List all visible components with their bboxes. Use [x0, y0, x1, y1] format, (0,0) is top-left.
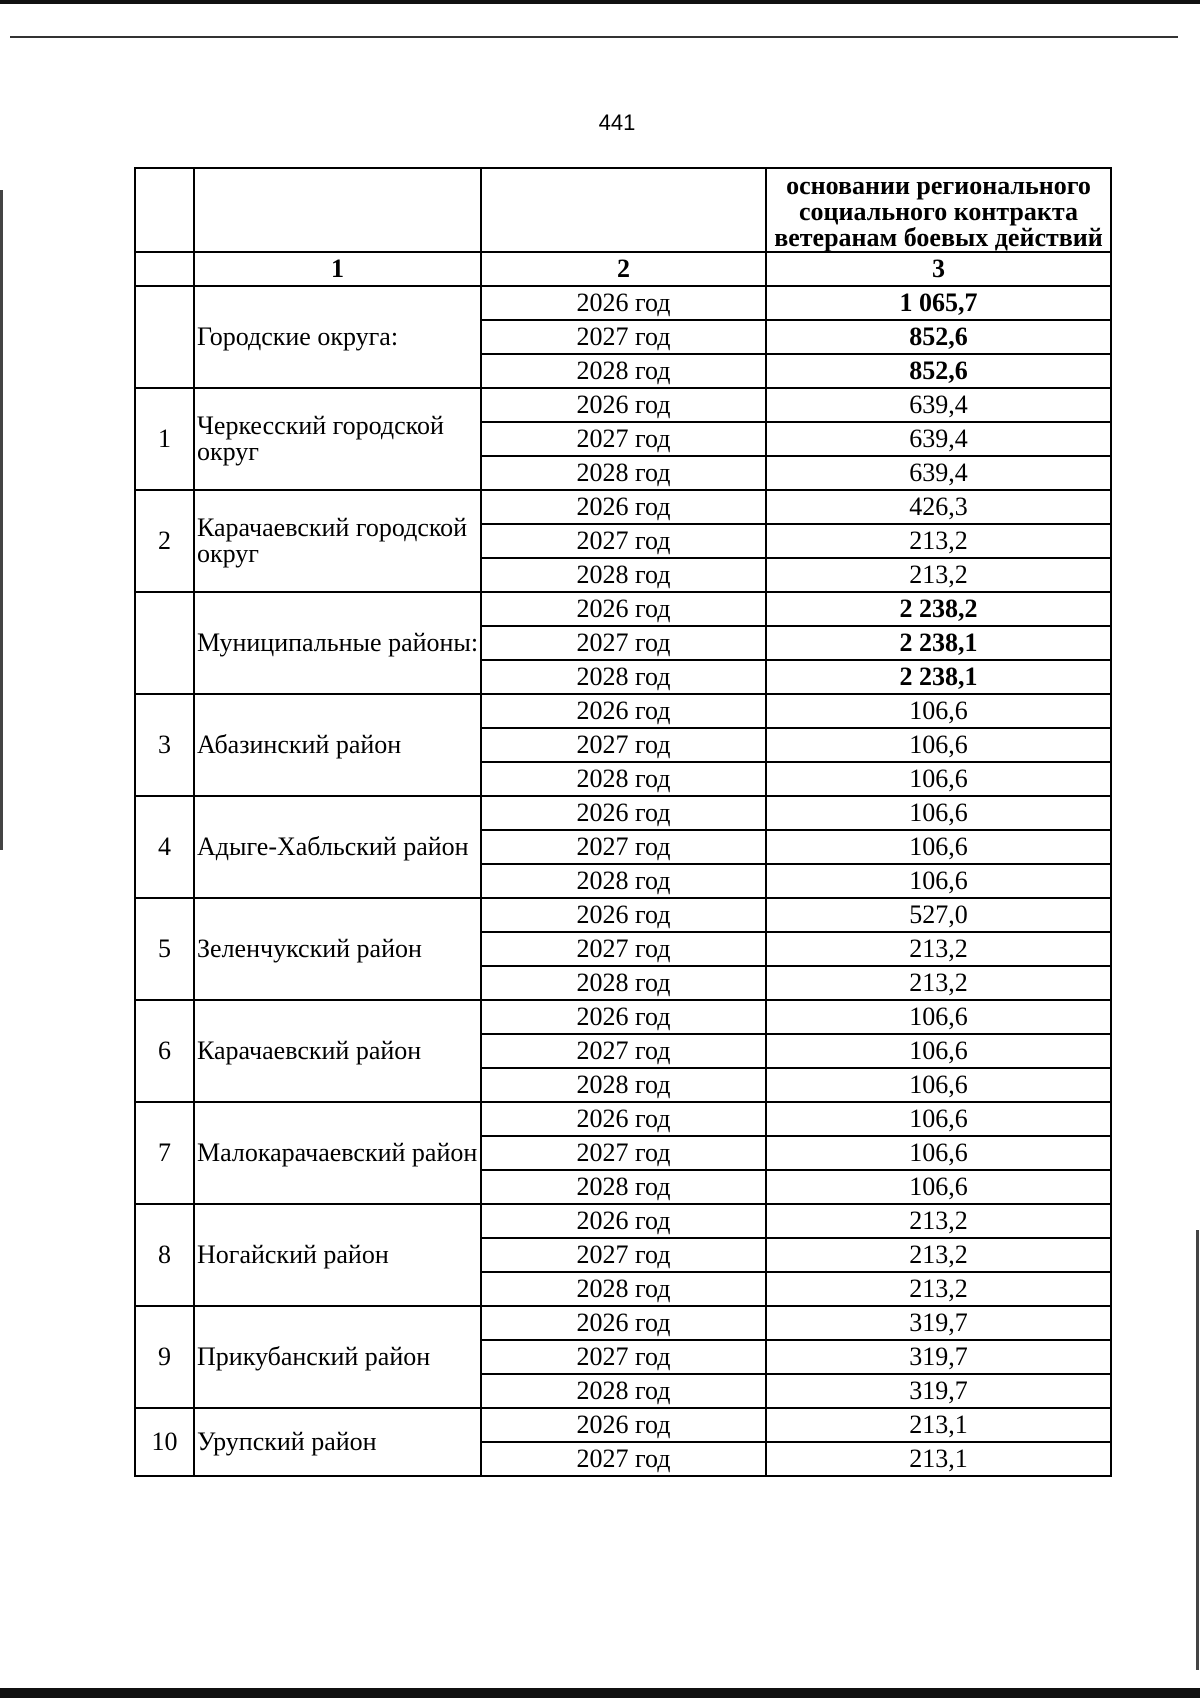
value-cell: 639,4: [766, 422, 1111, 456]
table-row: [135, 898, 1111, 932]
year-cell: 2027 год: [481, 422, 766, 456]
table-row: [135, 1000, 1111, 1034]
year-cell: 2027 год: [481, 1238, 766, 1272]
year-cell: 2028 год: [481, 1374, 766, 1408]
value-cell: 106,6: [766, 830, 1111, 864]
value-cell: 2 238,2: [766, 592, 1111, 626]
header-rule: [10, 36, 1178, 38]
year-cell: 2028 год: [481, 1272, 766, 1306]
value-cell: 106,6: [766, 864, 1111, 898]
table-row: [135, 1306, 1111, 1340]
scan-top-edge: [0, 0, 1200, 4]
year-cell: 2027 год: [481, 626, 766, 660]
page-number: 441: [598, 110, 636, 135]
value-cell: 213,2: [766, 932, 1111, 966]
scan-left-edge: [0, 190, 3, 850]
year-cell: 2026 год: [481, 1306, 766, 1340]
municipality-name: Урупский район: [194, 1408, 481, 1476]
year-cell: 2026 год: [481, 286, 766, 320]
header-cell-num: [135, 168, 194, 252]
municipality-name: Прикубанский район: [194, 1306, 481, 1408]
municipality-name: Абазинский район: [194, 694, 481, 796]
year-cell: 2028 год: [481, 864, 766, 898]
row-number: 2: [135, 490, 194, 592]
year-cell: 2028 год: [481, 456, 766, 490]
municipality-name: Черкесский городской округ: [194, 388, 481, 490]
scan-bottom-edge: [0, 1688, 1200, 1698]
year-cell: 2027 год: [481, 1136, 766, 1170]
column-number-empty: [135, 252, 194, 286]
value-cell: 106,6: [766, 796, 1111, 830]
table-row: [135, 796, 1111, 830]
year-cell: 2026 год: [481, 796, 766, 830]
column-number: 1: [194, 252, 481, 286]
header-cell-year: [481, 168, 766, 252]
year-cell: 2028 год: [481, 1068, 766, 1102]
value-cell: 527,0: [766, 898, 1111, 932]
year-cell: 2027 год: [481, 524, 766, 558]
year-cell: 2028 год: [481, 354, 766, 388]
municipality-name: Ногайский район: [194, 1204, 481, 1306]
row-number: [135, 286, 194, 388]
table-header-row: [135, 168, 1111, 252]
value-cell: 106,6: [766, 728, 1111, 762]
row-number: 3: [135, 694, 194, 796]
value-cell: 106,6: [766, 1136, 1111, 1170]
value-cell: 106,6: [766, 762, 1111, 796]
column-number: 2: [481, 252, 766, 286]
column-number-row: [135, 252, 1111, 286]
year-cell: 2026 год: [481, 1102, 766, 1136]
table-row: [135, 694, 1111, 728]
header-cell-value: основании регионального социального контракта ветеранам боевых действий: [766, 168, 1111, 252]
year-cell: 2026 год: [481, 898, 766, 932]
year-cell: 2028 год: [481, 966, 766, 1000]
row-number: 1: [135, 388, 194, 490]
value-cell: 213,2: [766, 966, 1111, 1000]
year-cell: 2027 год: [481, 1442, 766, 1476]
municipality-name: Адыге-Хабльский район: [194, 796, 481, 898]
municipality-name: Карачаевский район: [194, 1000, 481, 1102]
value-cell: 106,6: [766, 694, 1111, 728]
row-number: 9: [135, 1306, 194, 1408]
year-cell: 2027 год: [481, 728, 766, 762]
value-cell: 106,6: [766, 1170, 1111, 1204]
row-number: 5: [135, 898, 194, 1000]
value-cell: 319,7: [766, 1374, 1111, 1408]
year-cell: 2026 год: [481, 592, 766, 626]
municipality-name: Малокарачаевский район: [194, 1102, 481, 1204]
value-cell: 106,6: [766, 1034, 1111, 1068]
table-row: [135, 388, 1111, 422]
year-cell: 2028 год: [481, 558, 766, 592]
column-number: 3: [766, 252, 1111, 286]
scan-right-edge: [1196, 1230, 1199, 1670]
table-row: [135, 1102, 1111, 1136]
row-number: 10: [135, 1408, 194, 1476]
value-cell: 426,3: [766, 490, 1111, 524]
table-row: [135, 1408, 1111, 1442]
value-cell: 213,1: [766, 1408, 1111, 1442]
value-cell: 213,2: [766, 1238, 1111, 1272]
year-cell: 2026 год: [481, 388, 766, 422]
value-cell: 106,6: [766, 1102, 1111, 1136]
table-row: [135, 1204, 1111, 1238]
value-cell: 106,6: [766, 1000, 1111, 1034]
year-cell: 2026 год: [481, 1408, 766, 1442]
value-cell: 106,6: [766, 1068, 1111, 1102]
header-cell-name: [194, 168, 481, 252]
value-cell: 639,4: [766, 388, 1111, 422]
year-cell: 2026 год: [481, 1204, 766, 1238]
row-number: 4: [135, 796, 194, 898]
value-cell: 213,2: [766, 558, 1111, 592]
year-cell: 2027 год: [481, 1034, 766, 1068]
year-cell: 2028 год: [481, 660, 766, 694]
row-number: 6: [135, 1000, 194, 1102]
year-cell: 2026 год: [481, 694, 766, 728]
municipality-name: Муниципальные районы:: [194, 592, 481, 694]
row-number: 7: [135, 1102, 194, 1204]
row-number: 8: [135, 1204, 194, 1306]
year-cell: 2028 год: [481, 1170, 766, 1204]
municipality-name: Зеленчукский район: [194, 898, 481, 1000]
value-cell: 319,7: [766, 1306, 1111, 1340]
value-cell: 2 238,1: [766, 660, 1111, 694]
value-cell: 213,1: [766, 1442, 1111, 1476]
value-cell: 1 065,7: [766, 286, 1111, 320]
value-cell: 213,2: [766, 1272, 1111, 1306]
table-row: [135, 490, 1111, 524]
value-cell: 319,7: [766, 1340, 1111, 1374]
value-cell: 213,2: [766, 1204, 1111, 1238]
table-row: [135, 592, 1111, 626]
year-cell: 2027 год: [481, 830, 766, 864]
value-cell: 852,6: [766, 320, 1111, 354]
row-number: [135, 592, 194, 694]
municipality-name: Карачаевский городской округ: [194, 490, 481, 592]
year-cell: 2026 год: [481, 490, 766, 524]
value-cell: 2 238,1: [766, 626, 1111, 660]
budget-table: [134, 167, 1112, 1477]
year-cell: 2027 год: [481, 932, 766, 966]
value-cell: 639,4: [766, 456, 1111, 490]
table-row: [135, 286, 1111, 320]
year-cell: 2027 год: [481, 320, 766, 354]
municipality-name: Городские округа:: [194, 286, 481, 388]
year-cell: 2026 год: [481, 1000, 766, 1034]
value-cell: 213,2: [766, 524, 1111, 558]
year-cell: 2028 год: [481, 762, 766, 796]
value-cell: 852,6: [766, 354, 1111, 388]
year-cell: 2027 год: [481, 1340, 766, 1374]
